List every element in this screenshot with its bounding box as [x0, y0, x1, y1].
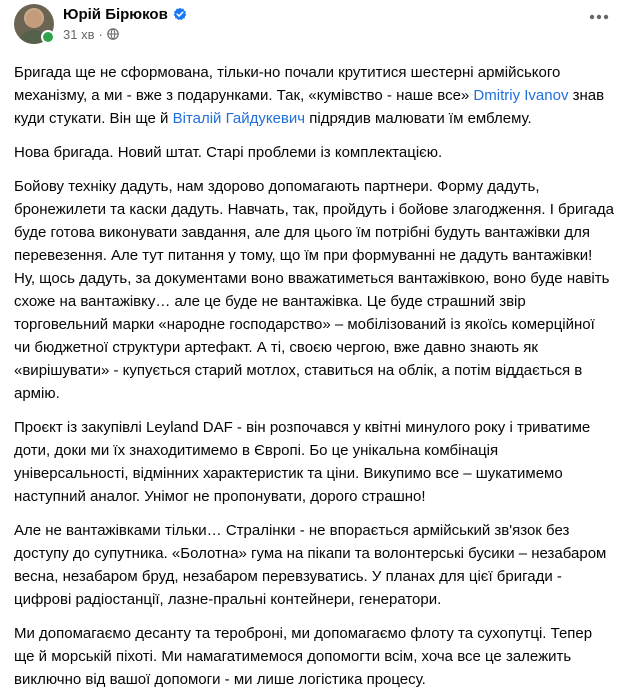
post-paragraph [14, 175, 615, 405]
post-meta [63, 3, 187, 43]
post-time-row [63, 25, 187, 43]
post-paragraph [14, 141, 615, 164]
paragraph-text: Бойову техніку дадуть, нам здорово допомагають партнери. Форму дадуть, бронежилети та каски дадуть. Навчать, так, пройдуть і бойове злагодження. І бригада буде готова виконувати завдання, але для цього їм потрібні будуть вантажівки для перевезення. Але тут питання у тому, що їм при формуванні не дадуть вантажівки! Ну, щось дадуть, за документами воно вважатиметься вантажівкою, воно буде навіть схоже на вантажівку… але це буде не вантажівка. Це буде страшний звір торговельний марки «народне господарство» – мобілізований із якоїсь комерційної чи бюджетної структури артефакт. А ті, своєю чергою, вже давно знають як «вирішувати» - купується старий мотлох, ставиться на облік, а потім віддається в армію. [14, 178, 614, 402]
mention-link[interactable]: Віталій Гайдукевич [172, 110, 306, 127]
post-paragraph [14, 61, 615, 130]
post-body [14, 61, 615, 691]
globe-icon[interactable] [107, 28, 119, 40]
post-paragraph [14, 519, 615, 611]
author-row [63, 4, 187, 24]
paragraph-text: Нова бригада. Новий штат. Старі проблеми із комплектацією. [14, 144, 443, 161]
paragraph-text: Бригада ще не сформована, тільки-но почали крутитися шестерні армійського механізму, а ми - вже з подарунками. Так, «кумівство - наше все» [14, 64, 561, 104]
post-paragraph [14, 622, 615, 691]
more-options-icon [589, 14, 609, 20]
post-timestamp[interactable]: 31 хв [63, 26, 95, 42]
paragraph-text: підрядив малювати їм емблему. [305, 110, 532, 127]
paragraph-text: знав куди стукати. Він ще й [14, 87, 605, 127]
paragraph-text: Проєкт із закупівлі Leyland DAF - він розпочався у квітні минулого року і триватиме доти, доки ми їх знаходитимемо в Європі. Бо це унікальна комбінація універсальності, відмінних характеристик та ціни. Викупимо все – шукатимемо наступний аналог. Унімог не пропонувати, дорого страшно! [14, 419, 591, 505]
author-avatar-wrapper[interactable] [14, 4, 54, 44]
author-name[interactable]: Юрій Бірюков [63, 5, 168, 23]
online-status-indicator [41, 30, 55, 44]
post-paragraph [14, 416, 615, 508]
paragraph-text: Але не вантажівками тільки… Стралінки - не впорається армійський зв'язок без доступу до супутника. «Болотна» гума на пікапи та волонтерські бусики – незабаром весна, незабаром бруд, незабаром перевзуватись. У планах для цієї бригади - цифрові радіостанції, лазне-пральні контейнери, генератори. [14, 522, 607, 608]
verified-badge-icon [173, 7, 187, 21]
post-header [14, 0, 615, 55]
paragraph-text: Ми допомагаємо десанту та тероброні, ми допомагаємо флоту та сухопутці. Тепер ще й морській піхоті. Ми намагатимемося допомогти всім, хоча все це залежить виключно від вашої допомоги - ми лише логістика процесу. [14, 625, 593, 688]
more-options-button[interactable] [585, 6, 613, 28]
mention-link[interactable]: Dmitriy Ivanov [473, 87, 569, 104]
meta-separator: · [98, 26, 103, 42]
avatar-face [26, 10, 42, 28]
